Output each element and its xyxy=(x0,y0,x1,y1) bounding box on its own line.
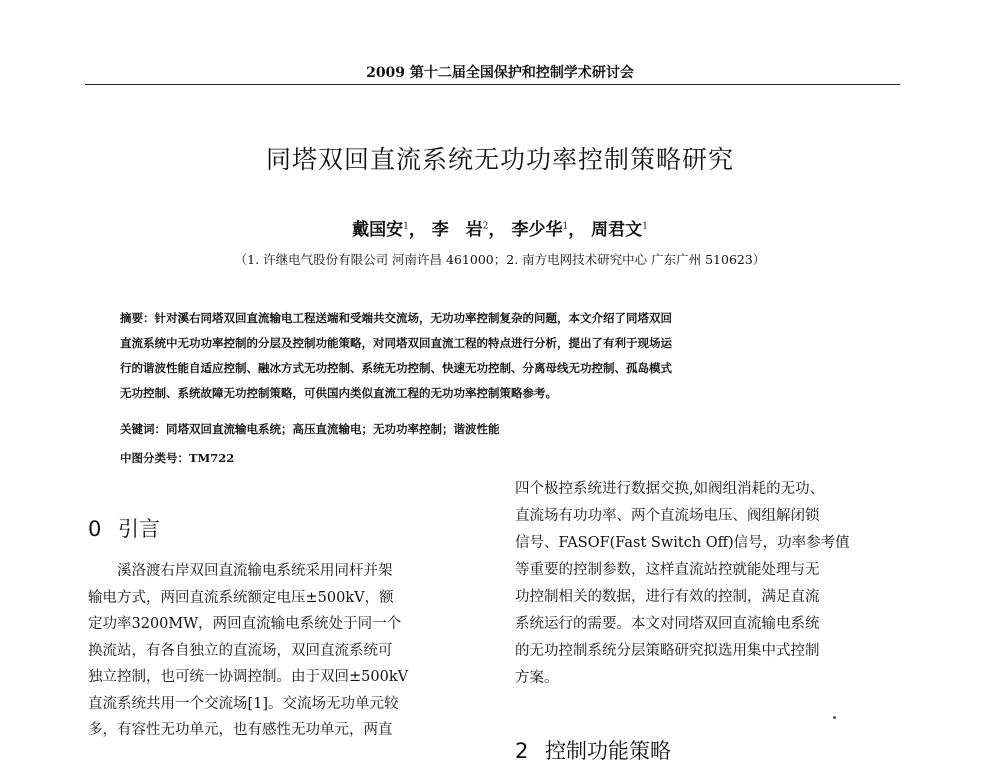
body-line: 定功率3200MW，两回直流输电系统处于同一个 xyxy=(88,616,402,632)
section-number: 0 xyxy=(88,517,102,541)
body-line: 的无功控制系统分层策略研究拟选用集中式控制 xyxy=(515,643,820,659)
author-name: 李 岩 xyxy=(431,220,483,240)
classification-number xyxy=(120,450,234,466)
classification-value: TM722 xyxy=(189,451,235,465)
body-line: 输电方式，两回直流系统额定电压±500kV，额 xyxy=(88,589,394,606)
keywords xyxy=(120,421,860,437)
paper-title: 同塔双回直流系统无功功率控制策略研究 xyxy=(265,145,734,174)
body-line: 等重要的控制参数，这样直流站控就能处理与无 xyxy=(515,562,820,578)
author-list: 戴国安$^1$， 李 岩$^2$， 李少华$^1$， 周君文$^1$ xyxy=(352,220,648,240)
body-line: 直流系统共用一个交流场[1]。交流场无功单元较 xyxy=(88,695,399,712)
section-number: 2 xyxy=(515,739,529,763)
section-title: 控制功能策略 xyxy=(545,739,671,763)
section-title: 引言 xyxy=(118,517,160,541)
abstract-line: 直流系统中无功功率控制的分层及控制功能策略，对同塔双回直流工程的特点进行分析，提出了有利于现场运 xyxy=(120,336,672,350)
section-heading-control-strategy xyxy=(515,735,671,765)
affiliations: （1. 许继电气股份有限公司 河南许昌 461000；2. 南方电网技术研究中心 广东广州 510623） xyxy=(234,252,766,267)
body-line: 溪洛渡右岸双回直流输电系统采用同杆并架 xyxy=(117,563,393,579)
body-line: 方案。 xyxy=(515,670,559,686)
abstract-line: 无功控制、系统故障无功控制策略，可供国内类似直流工程的无功功率控制策略参考。 xyxy=(120,386,557,400)
classification-label: 中图分类号： xyxy=(120,451,189,465)
body-line: 信号、FASOF(Fast Switch Off)信号，功率参考值 xyxy=(515,535,850,551)
author-name: 李少华 xyxy=(511,220,563,240)
body-line: 换流站，有各自独立的直流场，双回直流系统可 xyxy=(88,642,393,659)
author-affil-mark: 1 xyxy=(562,221,569,232)
abstract-line: 摘要：针对溪右同塔双回直流输电工程送端和受端共交流场，无功功率控制复杂的问题，本文介绍了同塔双回 xyxy=(120,311,672,325)
left-column-body xyxy=(88,558,463,744)
body-line: 多，有容性无功单元，也有感性无功单元，两直 xyxy=(88,722,393,738)
abstract-label: 摘要： xyxy=(120,311,155,325)
keywords-text: 同塔双回直流输电系统；高压直流输电；无功功率控制；谐波性能 xyxy=(166,422,500,436)
header-rule xyxy=(85,84,900,85)
author-affil-mark: 1 xyxy=(403,221,409,232)
body-line: 独立控制，也可统一协调控制。由于双回±500kV xyxy=(88,669,409,685)
author-affil-mark: 2 xyxy=(482,221,489,232)
scan-speck xyxy=(833,716,836,719)
section-heading-introduction xyxy=(88,513,160,543)
author-name: 戴国安 xyxy=(352,220,404,240)
keywords-label: 关键词： xyxy=(120,422,166,436)
author-affil-mark: 1 xyxy=(642,221,648,232)
right-column-body xyxy=(515,476,890,692)
body-line: 直流场有功功率、两个直流场电压、阀组解闭锁 xyxy=(515,508,820,524)
abstract xyxy=(120,306,850,406)
body-line: 功控制相关的数据，进行有效的控制，满足直流 xyxy=(515,589,820,605)
body-line: 四个极控系统进行数据交换,如阀组消耗的无功、 xyxy=(515,481,825,497)
body-line: 系统运行的需要。本文对同塔双回直流输电系统 xyxy=(515,616,820,632)
author-name: 周君文 xyxy=(591,220,643,240)
abstract-line: 行的谐波性能自适应控制、融冰方式无功控制、系统无功控制、快速无功控制、分离母线无功控制、孤岛模式 xyxy=(120,361,672,375)
conference-header: 2009 第十二届全国保护和控制学术研讨会 xyxy=(366,65,634,81)
